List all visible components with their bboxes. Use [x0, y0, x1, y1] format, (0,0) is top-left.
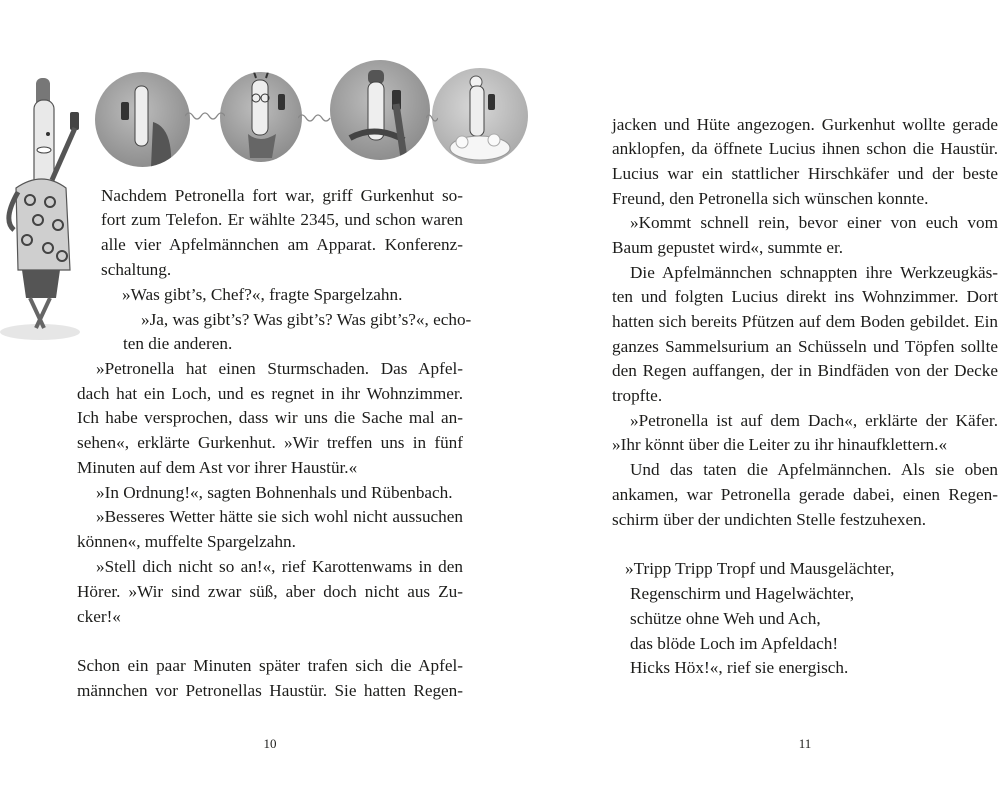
verse-line: schütze ohne Weh und Ach,	[630, 609, 821, 628]
text-line: Minuten auf dem Ast vor ihrer Haustür.«	[77, 458, 358, 477]
text-line: Freund, den Petronella sich wünschen konnte.	[612, 189, 929, 208]
phone-cord-icon	[185, 110, 225, 122]
verse-line: das blöde Loch im Apfeldach!	[630, 634, 839, 653]
text-line: »Ihr könnt über die Leiter zu ihr hinaufklettern.«	[612, 435, 948, 454]
apple-man-figure-icon	[330, 60, 430, 160]
text-line: »Ja, was gibt’s? Was gibt’s? Was gibt’s?«, echo-	[141, 310, 472, 329]
text-line: »Petronella ist auf dem Dach«, erklärte der Käfer.	[630, 411, 998, 430]
text-line: fort zum Telefon. Er wählte 2345, und schon waren	[101, 210, 463, 229]
text-line: »Besseres Wetter hätte sie sich wohl nicht aussuchen	[96, 507, 463, 526]
text-line: Die Apfelmännchen schnappten ihre Werkzeugkäs-	[630, 263, 998, 282]
text-line: schaltung.	[101, 260, 172, 279]
text-line: den Regen auffangen, der in Bindfäden von der Decke	[612, 361, 998, 380]
medallion-bohnenhals	[220, 72, 302, 162]
verse-line: Regenschirm und Hagelwächter,	[630, 584, 855, 603]
verse-line: »Tripp Tripp Tropf und Mausgelächter,	[625, 559, 895, 578]
text-line: Und das taten die Apfelmännchen. Als sie oben	[630, 460, 998, 479]
text-line: Hörer. »Wir sind zwar süß, aber doch nicht aus Zu-	[77, 582, 463, 601]
text-line: Ich habe versprochen, dass wir uns die Sache mal an-	[77, 408, 463, 427]
verse-line: Hicks Höx!«, rief sie energisch.	[630, 658, 849, 677]
phone-cord-icon	[426, 112, 438, 124]
text-line: ankamen, war Petronella gerade dabei, einen Regen-	[612, 485, 998, 504]
text-line: dach hat ein Loch, und es regnet in ihr Wohnzimmer.	[77, 384, 463, 403]
text-line: »Petronella hat einen Sturmschaden. Das Apfel-	[96, 359, 463, 378]
text-line: können«, muffelte Spargelzahn.	[77, 532, 296, 551]
text-line: schirm über der undichten Stelle festzuhexen.	[612, 510, 927, 529]
text-line: sehen«, erklärte Gurkenhut. »Wir treffen uns in fünf	[77, 433, 463, 452]
text-line: ten und folgten Lucius direkt ins Wohnzimmer. Dort	[612, 287, 998, 306]
text-line: »In Ordnung!«, sagten Bohnenhals und Rübenbach.	[96, 483, 453, 502]
text-line: ten die anderen.	[123, 334, 233, 353]
phone-cord-icon	[298, 112, 334, 124]
apple-man-figure-icon	[220, 72, 302, 162]
text-line: »Was gibt’s, Chef?«, fragte Spargelzahn.	[122, 285, 403, 304]
text-line: tropfte.	[612, 386, 663, 405]
text-line: Schon ein paar Minuten später trafen sich die Apfel-	[77, 656, 463, 675]
medallion-karottenwams	[330, 60, 430, 160]
page-number: 10	[263, 736, 277, 751]
medallion-spargelzahn	[95, 72, 190, 167]
text-line: alle vier Apfelmännchen am Apparat. Konferenz-	[101, 235, 463, 254]
text-line: hatten sich bereits Pfützen auf dem Boden gebildet. Ein	[612, 312, 998, 331]
text-line: Baum gepustet wird«, summte er.	[612, 238, 844, 257]
text-line: »Kommt schnell rein, bevor einer von euch vom	[630, 213, 998, 232]
text-line: ganzes Sammelsurium an Schüsseln und Töpfen sollte	[612, 337, 998, 356]
gurkenhut-illustration	[0, 70, 100, 345]
right-page	[500, 0, 1000, 800]
text-line: »Stell dich nicht so an!«, rief Karottenwams in den	[96, 557, 463, 576]
text-line: männchen vor Petronellas Haustür. Sie hatten Regen-	[77, 681, 463, 700]
text-line: Lucius war ein stattlicher Hirschkäfer und der beste	[612, 164, 998, 183]
text-line: jacken und Hüte angezogen. Gurkenhut wollte gerade	[612, 115, 998, 134]
apple-man-figure-icon	[95, 72, 190, 167]
page-number: 11	[798, 736, 812, 751]
text-line: cker!«	[77, 607, 121, 626]
text-line: Nachdem Petronella fort war, griff Gurkenhut so-	[101, 186, 463, 205]
text-line: anklopfen, da öffnete Lucius ihnen schon die Haustür.	[612, 139, 998, 158]
